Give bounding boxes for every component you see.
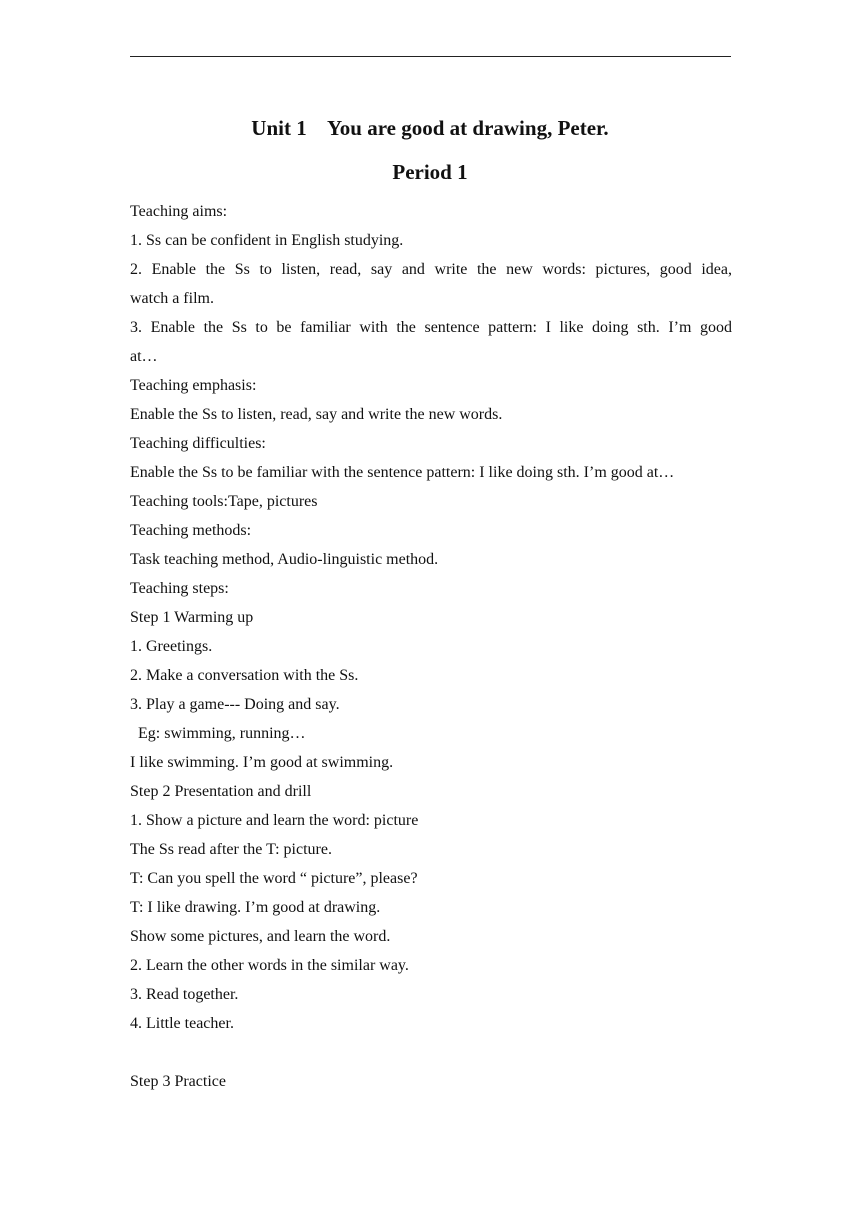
text-line: T: Can you spell the word “ picture”, please?: [130, 870, 418, 887]
text-line: Eg: swimming, running…: [130, 725, 306, 742]
document-title: Unit 1 You are good at drawing, Peter.: [251, 116, 609, 140]
text-line: Show some pictures, and learn the word.: [130, 928, 391, 945]
section-heading: Teaching methods:: [130, 522, 252, 539]
text-line: Enable the Ss to listen, read, say and write the new words.: [130, 406, 503, 423]
text-line: T: I like drawing. I’m good at drawing.: [130, 899, 381, 916]
text-line: Teaching tools:Tape, pictures: [130, 493, 318, 510]
text-line: watch a film.: [130, 290, 214, 307]
text-line: 4. Little teacher.: [130, 1015, 234, 1032]
blank-line: [130, 1038, 732, 1067]
document-subtitle: Period 1: [392, 160, 468, 184]
text-line: Enable the Ss to be familiar with the sentence pattern: I like doing sth. I’m good at…: [130, 464, 675, 481]
text-line: 1. Show a picture and learn the word: picture: [130, 812, 419, 829]
section-heading: Teaching emphasis:: [130, 377, 257, 394]
header-rule: [130, 56, 731, 57]
text-line: The Ss read after the T: picture.: [130, 841, 332, 858]
text-line: Teaching aims:: [130, 203, 228, 220]
text-line: I like swimming. I’m good at swimming.: [130, 754, 394, 771]
step-heading: Step 2 Presentation and drill: [130, 783, 312, 800]
text-line: 2. Learn the other words in the similar way.: [130, 957, 409, 974]
text-line: 1. Greetings.: [130, 638, 213, 655]
text-line: Task teaching method, Audio-linguistic method.: [130, 551, 439, 568]
section-heading: Teaching steps:: [130, 580, 229, 597]
text-line: at…: [130, 348, 158, 365]
step-heading: Step 1 Warming up: [130, 609, 254, 626]
section-heading: Teaching difficulties:: [130, 435, 266, 452]
text-line: 3. Play a game--- Doing and say.: [130, 696, 340, 713]
document-body: [130, 197, 732, 1096]
text-line: 1. Ss can be confident in English studying.: [130, 232, 404, 249]
text-line: 3. Read together.: [130, 986, 239, 1003]
text-line: 2. Make a conversation with the Ss.: [130, 667, 359, 684]
step-heading: Step 3 Practice: [130, 1073, 226, 1090]
text-line: 2. Enable the Ss to listen, read, say and write the new words: pictures, good idea,: [130, 261, 732, 278]
text-line: 3. Enable the Ss to be familiar with the sentence pattern: I like doing sth. I’m good: [130, 319, 732, 336]
